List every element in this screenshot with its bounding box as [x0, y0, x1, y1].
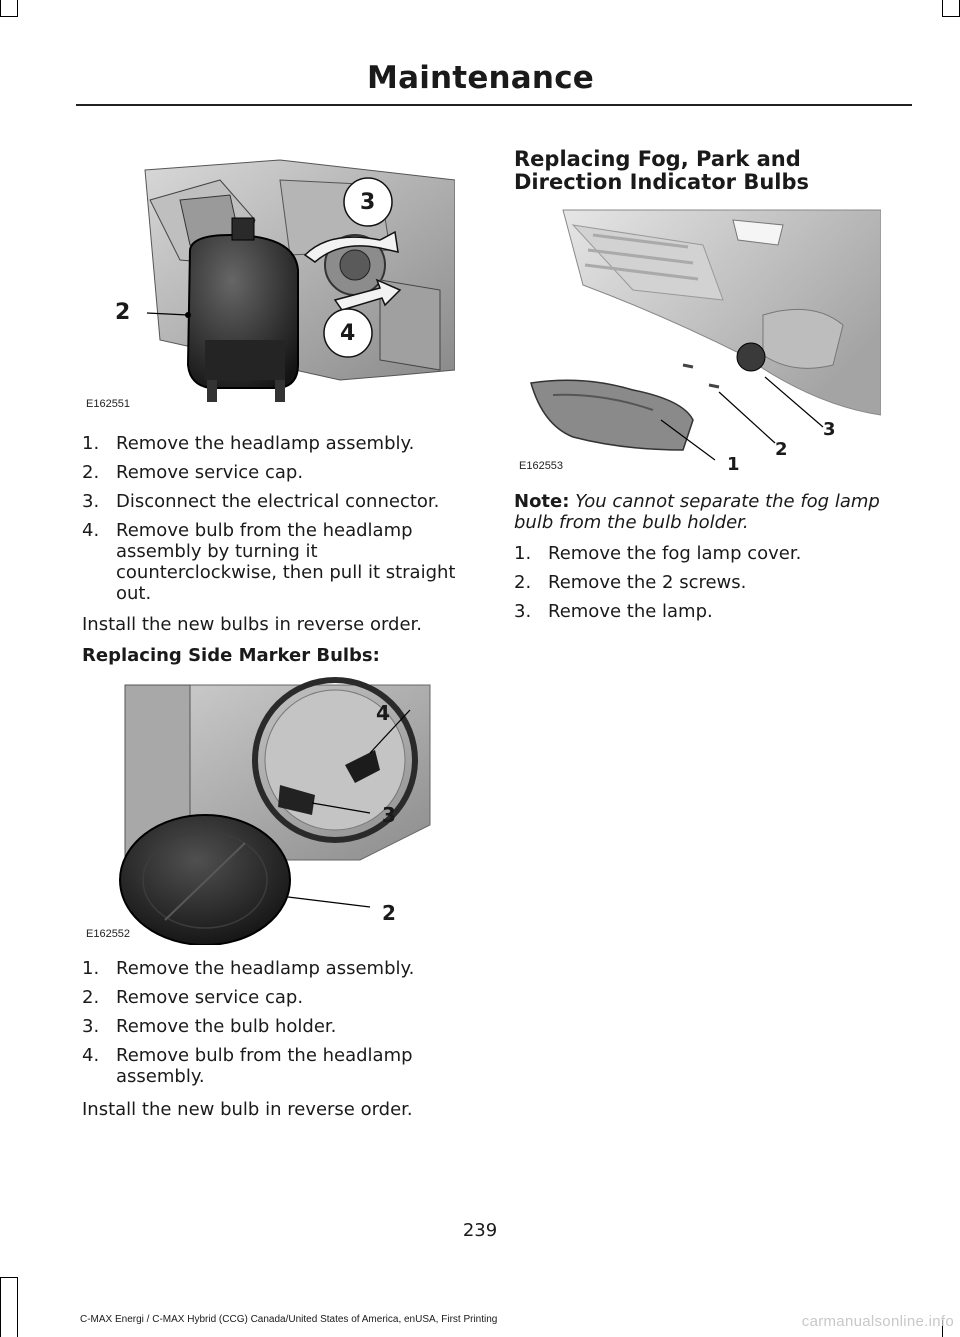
list-item: 1. Remove the headlamp assembly. [82, 958, 415, 979]
watermark: carmanualsonline.info [801, 1313, 954, 1330]
headlamp-steps-list [82, 433, 472, 612]
note-text: You cannot separate the fog lamp bulb from the bulb holder. [514, 491, 880, 533]
list-item: 2. Remove service cap. [82, 462, 304, 483]
callout-3: 3 [382, 803, 396, 827]
callout-3: 3 [823, 419, 836, 440]
headlamp-illustration [80, 140, 455, 420]
fog-lamp-figure [513, 205, 881, 475]
callout-3: 3 [360, 190, 376, 215]
note-label: Note: [514, 491, 570, 512]
figure-code: E162551 [86, 398, 131, 410]
crop-mark [0, 1277, 18, 1278]
install-instruction: Install the new bulb in reverse order. [82, 1099, 413, 1120]
fog-lamp-steps-list [514, 543, 904, 630]
list-item: 4. Remove bulb from the headlamp assembly. [82, 1045, 413, 1087]
install-instruction: Install the new bulbs in reverse order. [82, 614, 423, 635]
list-item: 2. Remove service cap. [82, 987, 304, 1008]
footer-text: C-MAX Energi / C-MAX Hybrid (CCG) Canada/United States of America, enUSA, First Printing [80, 1314, 498, 1325]
callout-2: 2 [115, 300, 131, 325]
figure-code: E162553 [519, 460, 564, 472]
side-marker-steps-list [82, 958, 472, 1095]
callout-1: 1 [727, 454, 740, 475]
list-item: 3. Disconnect the electrical connector. [82, 491, 440, 512]
list-item: 3. Remove the bulb holder. [82, 1016, 337, 1037]
crop-mark [0, 16, 18, 17]
callout-4: 4 [340, 321, 356, 346]
page-number: 239 [462, 1220, 498, 1241]
crop-mark [0, 0, 1, 16]
side-marker-illustration [80, 675, 455, 945]
side-marker-figure [80, 675, 455, 945]
list-item: 3. Remove the lamp. [514, 601, 713, 622]
callout-2: 2 [775, 439, 788, 460]
headlamp-bulb-figure [80, 140, 455, 420]
page-title: Maintenance [367, 60, 594, 96]
callout-4: 4 [376, 701, 390, 725]
figure-code: E162552 [86, 928, 131, 940]
list-item: 1. Remove the headlamp assembly. [82, 433, 415, 454]
crop-mark [942, 0, 943, 17]
crop-mark [17, 1277, 18, 1337]
list-item: 4. Remove bulb from the headlamp assembly by turning it counterclockwise, then pull it straight out. [82, 520, 456, 604]
callout-2: 2 [382, 901, 396, 925]
side-marker-heading: Replacing Side Marker Bulbs: [82, 645, 380, 666]
crop-mark [942, 16, 960, 17]
list-item: 2. Remove the 2 screws. [514, 572, 747, 593]
crop-mark [0, 1277, 1, 1337]
fog-lamp-section-heading: Replacing Fog, Park and Direction Indicator Bulbs [514, 147, 810, 194]
list-item: 1. Remove the fog lamp cover. [514, 543, 802, 564]
crop-mark [17, 0, 18, 17]
fog-lamp-note [514, 491, 904, 533]
header-rule [76, 104, 912, 106]
